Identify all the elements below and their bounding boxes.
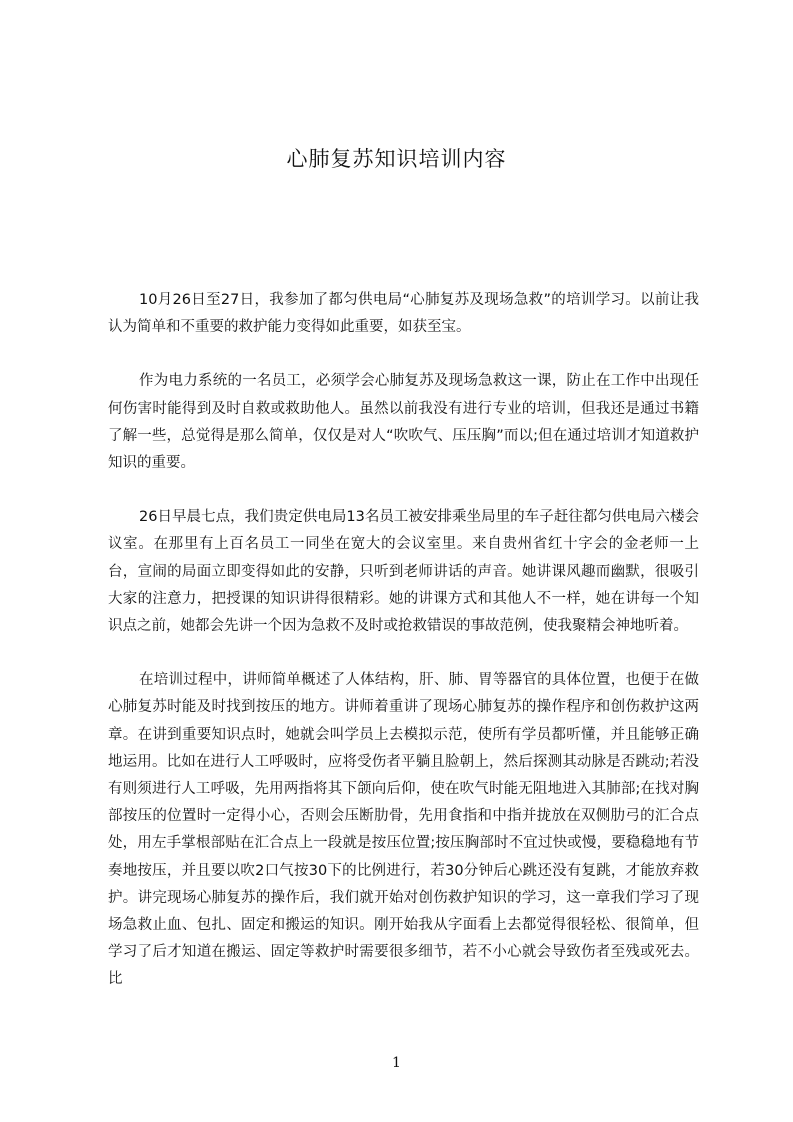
document-body — [108, 287, 699, 1021]
paragraph-2: 作为电力系统的一名员工，必须学会心肺复苏及现场急救这一课，防止在工作中出现任何伤害时能得到及时自救或救助他人。虽然以前我没有进行专业的培训，但我还是通过书籍了解一些，总觉得是那么简单，仅仅是对人“吹吹气、压压胸”而以;但在通过培训才知道救护知识的重要。 — [108, 373, 699, 472]
document-title: 心肺复苏知识培训内容 — [286, 147, 507, 171]
paragraph-4: 在培训过程中，讲师简单概述了人体结构，肝、肺、胃等器官的具体位置，也便于在做心肺复苏时能及时找到按压的地方。讲师着重讲了现场心肺复苏的操作程序和创伤救护这两章。在讲到重要知识点时，她就会叫学员上去模拟示范，使所有学员都听懂，并且能够正确地运用。比如在进行人工呼吸时，应将受伤者平躺且脸朝上，然后探测其动脉是否跳动;若没有则须进行人工呼吸，先用两指将其下颌向后仰，使在吹气时能无阻地进入其肺部;在找对胸部按压的位置时一定得小心，否则会压断肋骨，先用食指和中指并拢放在双侧肋弓的汇合点处，用左手掌根部贴在汇合点上一段就是按压位置;按压胸部时不宜过快或慢，要稳稳地有节奏地按压，并且要以吹2口气按30下的比例进行，若30分钟后心跳还没有复跳，才能放弃救护。讲完现场心肺复苏的操作后，我们就开始对创伤救护知识的学习，这一章我们学习了现场急救止血、包扎、固定和搬运的知识。刚开始我从字面看上去都觉得很轻松、很简单，但学习了后才知道在搬运、固定等救护时需要很多细节，若不小心就会导致伤者至残或死去。比 — [108, 672, 699, 988]
paragraph-3: 26日早晨七点，我们贵定供电局13名员工被安排乘坐局里的车子赶往都匀供电局六楼会议室。在那里有上百名员工一同坐在宽大的会议室里。来自贵州省红十字会的金老师一上台，宣闹的局面立即变得如此的安静，只听到老师讲话的声音。她讲课风趣而幽默，很吸引大家的注意力，把授课的知识讲得很精彩。她的讲课方式和其他人不一样，她在讲每一个知识点之前，她都会先讲一个因为急救不及时或抢救错误的事故范例，使我聚精会神地听着。 — [108, 509, 699, 635]
paragraph-1: 10月26日至27日，我参加了都匀供电局“心肺复苏及现场急救”的培训学习。以前让我认为简单和不重要的救护能力变得如此重要，如获至宝。 — [108, 292, 699, 336]
page-number: 1 — [392, 1055, 401, 1071]
